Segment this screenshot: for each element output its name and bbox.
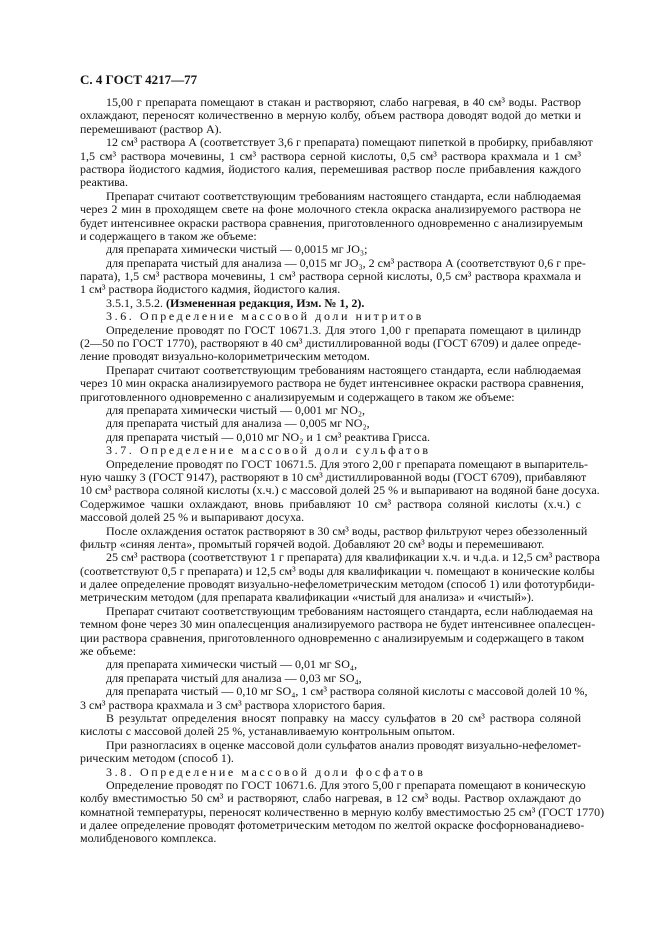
text-line xyxy=(80,712,581,725)
paragraph xyxy=(80,456,600,525)
line-text: В результат определения вносят поправку на массу сульфатов в 20 см³ раствора соляной xyxy=(106,710,581,725)
line-text: охлаждают, переносят количественно в мерную колбу, объем раствора доводят водой до метки и xyxy=(80,108,581,123)
paragraph xyxy=(80,243,581,256)
paragraph xyxy=(80,324,581,364)
paragraph xyxy=(80,777,605,846)
section-heading xyxy=(80,444,581,457)
text-line xyxy=(80,630,585,645)
paragraph xyxy=(80,431,581,444)
line-text: Препарат считают соответствующим требованиям настоящего стандарта, если наблюдаемая xyxy=(106,362,581,377)
text-line xyxy=(80,538,581,551)
line-text: молибденового комплекса. xyxy=(80,831,217,846)
text-line xyxy=(80,190,581,203)
line-text: раствора йодистого кадмия, йодистого калия, перемешивая раствор после прибавления каждого xyxy=(80,161,581,176)
text-line xyxy=(80,404,581,417)
text-line xyxy=(80,550,600,565)
text-line xyxy=(80,725,581,738)
paragraph xyxy=(80,684,588,712)
line-text: кислоты с массовой долей 25 %, устанавливаемую контрольным опытом. xyxy=(80,724,455,739)
text-line xyxy=(80,523,588,538)
line-text: ную чашку 3 (ГОСТ 9147), растворяют в 10 см³ дистиллированной воды (ГОСТ 6709), прибавляют xyxy=(80,469,587,484)
text-line xyxy=(80,483,600,498)
document-body xyxy=(80,95,605,846)
text-line xyxy=(80,324,581,337)
paragraph xyxy=(80,404,581,417)
text-line xyxy=(80,203,581,216)
paragraph xyxy=(80,362,584,404)
line-text: для препарата химически чистый — 0,01 мг SO₄, xyxy=(106,657,358,672)
line-text: и содержащего в таком же объеме: xyxy=(80,228,257,243)
line-text: Определение проводят по ГОСТ 10671.6. Для этого 5,00 г препарата помещают в коническую xyxy=(106,777,586,792)
text-line xyxy=(80,283,581,296)
line-text: для препарата химически чистый — 0,0015 мг JO₃; xyxy=(106,242,368,257)
paragraph xyxy=(80,297,581,310)
line-text: ление проводят визуально-колориметрическим методом. xyxy=(80,349,370,364)
text-line xyxy=(80,297,581,310)
line-text: и далее определение проводят визуально-нефелометрическим методом (способ 1) или фототурбиди- xyxy=(80,577,595,592)
text-line xyxy=(80,350,581,363)
text-line xyxy=(80,658,581,671)
line-text: (2—50 по ГОСТ 1770), растворяют в 40 см³ дистиллированной воды (ГОСТ 6709) и далее опреде- xyxy=(80,336,582,351)
paragraph xyxy=(80,135,593,190)
line-text: Препарат считают соответствующим требованиям настоящего стандарта, если наблюдаемая xyxy=(106,188,581,203)
text-line xyxy=(80,792,581,805)
text-line xyxy=(80,832,581,845)
paragraph xyxy=(80,603,596,659)
line-text: 3.7. Определение массовой доли сульфатов xyxy=(106,443,431,458)
line-text: 3.5.1, 3.5.2. xyxy=(106,295,166,310)
line-text: 1 см³ раствора йодистого кадмия, йодистого калия. xyxy=(80,282,341,297)
text-line xyxy=(80,444,581,457)
paragraph xyxy=(80,550,600,605)
line-text: приготовленного одновременно с анализируемым и содержащего в таком же объеме: xyxy=(80,389,515,404)
text-line xyxy=(80,699,581,712)
line-text: 12 см³ раствора А (соответствует 3,6 г препарата) помещают пипеткой в пробирку, прибавляют xyxy=(106,135,593,150)
paragraph xyxy=(80,523,588,552)
line-text: 3.6. Определение массовой доли нитритов xyxy=(106,309,424,324)
paragraph xyxy=(80,739,581,766)
line-text: При разногласиях в оценке массовой доли сульфатов анализ проводят визуально-нефеломет- xyxy=(106,737,582,752)
paragraph xyxy=(80,255,586,297)
line-text: 3.8. Определение массовой доли фосфатов xyxy=(106,764,426,779)
text-line xyxy=(80,123,581,136)
paragraph xyxy=(80,190,581,244)
text-line xyxy=(80,431,581,444)
text-line xyxy=(80,243,581,256)
line-text: ции раствора сравнения, приготовленного одновременно с анализируемым и содержащего в таком xyxy=(80,630,585,645)
section-heading xyxy=(80,310,581,323)
text-line xyxy=(80,337,581,350)
line-text: для препарата чистый для анализа — 0,03 мг SO₄, xyxy=(106,670,362,685)
text-line xyxy=(80,417,581,430)
text-line xyxy=(80,818,585,833)
text-line xyxy=(80,591,581,604)
section-heading xyxy=(80,766,581,779)
line-text: и далее определение проводят фотометрическим методом по желтой окраске фосфорнованадиево- xyxy=(80,818,585,833)
text-line xyxy=(80,96,581,109)
text-line xyxy=(80,511,581,524)
line-text: для препарата химически чистый — 0,001 мг NO₂, xyxy=(106,402,366,417)
paragraph xyxy=(80,672,581,685)
line-text: Препарат считают соответствующим требованиям настоящего стандарта, если наблюдаемая на xyxy=(106,603,593,618)
text-line xyxy=(80,310,581,323)
text-line xyxy=(80,364,581,377)
paragraph xyxy=(80,712,581,739)
amendment-note: (Измененная редакция, Изм. № 1, 2). xyxy=(166,295,365,310)
text-line xyxy=(80,672,581,685)
text-line xyxy=(80,498,581,511)
line-text: 3 см³ раствора крахмала и 3 см³ раствора хлористого бария. xyxy=(80,697,386,712)
text-line xyxy=(80,230,581,243)
text-line xyxy=(80,617,596,632)
line-text: 1,5 см³ раствора мочевины, 1 см³ раствора серной кислоты, 0,5 см³ раствора крахмала и 1 см³ xyxy=(80,148,581,163)
text-line xyxy=(80,766,581,779)
line-text: парата), 1,5 см³ раствора мочевины, 1 см³ раствора серной кислоты, 0,5 см³ раствора крахмала и xyxy=(80,269,581,284)
line-text: для препарата чистый для анализа — 0,005 мг NO₂, xyxy=(106,416,370,431)
text-line xyxy=(80,563,595,578)
line-text: (соответствуют 0,5 г препарата) и 12,5 см³ воды для квалификации ч. помещают в конические колбы xyxy=(80,563,595,578)
text-line xyxy=(80,255,586,270)
line-text: реактива. xyxy=(80,175,128,190)
line-text: Определение проводят по ГОСТ 10671.5. Для этого 2,00 г препарата помещают в выпаритель- xyxy=(106,456,588,471)
text-line xyxy=(80,684,588,699)
paragraph xyxy=(80,658,581,671)
page-header: С. 4 ГОСТ 4217—77 xyxy=(80,72,198,87)
text-line xyxy=(80,577,595,592)
text-line xyxy=(80,645,581,658)
text-line xyxy=(80,804,605,819)
text-line xyxy=(80,739,581,752)
text-line xyxy=(80,391,581,404)
text-line xyxy=(80,376,584,391)
paragraph xyxy=(80,417,581,430)
line-text: Содержимое чашки охлаждают, вновь прибавляют 10 см³ раствора соляной кислоты (х.ч.) с xyxy=(80,496,581,511)
text-line xyxy=(80,135,593,150)
text-line xyxy=(80,752,581,765)
text-line xyxy=(80,603,593,618)
line-text: Определение проводят по ГОСТ 10671.3. Для этого 1,00 г препарата помещают в цилиндр xyxy=(106,322,581,337)
line-text: 25 см³ раствора (соответствуют 1 г препарата) для квалификации х.ч. и ч.д.а. и 12,5 см³ раствора xyxy=(106,550,600,565)
line-text: темном фоне через 30 мин опалесценция анализируемого раствора не будет интенсивнее опалесцен- xyxy=(80,617,596,632)
line-text: через 10 мин окраска анализируемого раствора не будет интенсивнее окраски раствора сравнения, xyxy=(80,376,584,391)
text-line xyxy=(80,109,581,122)
line-text: же объеме: xyxy=(80,644,137,659)
line-text: через 2 мин в проходящем свете на фоне молочного стекла окраска анализируемого раствора не xyxy=(80,202,581,217)
text-line xyxy=(80,217,581,230)
line-text: для препарата чистый — 0,10 мг SO₄, 1 см³ раствора соляной кислоты с массовой долей 10 %, xyxy=(106,684,588,699)
line-text: массовой долей 25 % и выпаривают досуха. xyxy=(80,510,305,525)
text-line xyxy=(80,163,581,176)
line-text: колбу вместимостью 50 см³ и растворяют, слабо нагревая, в 12 см³ воды. Раствор охлаждают до xyxy=(80,791,581,806)
line-text: будет интенсивнее окраски раствора сравнения, приготовленного одновременно с анализируемым xyxy=(80,215,583,230)
line-text: комнатной температуры, переносят количественно в мерную колбу вместимостью 25 см³ (ГОСТ 1770) xyxy=(80,804,605,819)
text-line xyxy=(80,469,587,484)
line-text: перемешивают (раствор А). xyxy=(80,121,222,136)
text-line xyxy=(80,270,581,283)
line-text: метрическим методом (для препарата квалификации «чистый для анализа» и «чистый»). xyxy=(80,590,534,605)
line-text: для препарата чистый — 0,010 мг NO₂ и 1 см³ реактива Грисса. xyxy=(106,429,431,444)
text-line xyxy=(80,150,581,163)
line-text: 15,00 г препарата помещают в стакан и растворяют, слабо нагревая, в 40 см³ воды. Раствор xyxy=(106,95,581,109)
text-line xyxy=(80,456,588,471)
text-line xyxy=(80,176,581,189)
line-text: рическим методом (способ 1). xyxy=(80,751,234,766)
line-text: 10 см³ раствора соляной кислоты (х.ч.) с массовой долей 25 % и выпаривают на водяной бане досуха. xyxy=(80,483,600,498)
line-text: После охлаждения остаток растворяют в 30 см³ воды, раствор фильтруют через обеззоленный xyxy=(106,523,588,538)
paragraph xyxy=(80,96,581,136)
text-line xyxy=(80,777,586,792)
line-text: фильтр «синяя лента», промытый горячей водой. Добавляют 20 см³ воды и перемешивают. xyxy=(80,536,545,551)
line-text: для препарата чистый для анализа — 0,015 мг JO₃, 2 см³ раствора А (соответствуют 0,6 г пре- xyxy=(106,255,586,270)
